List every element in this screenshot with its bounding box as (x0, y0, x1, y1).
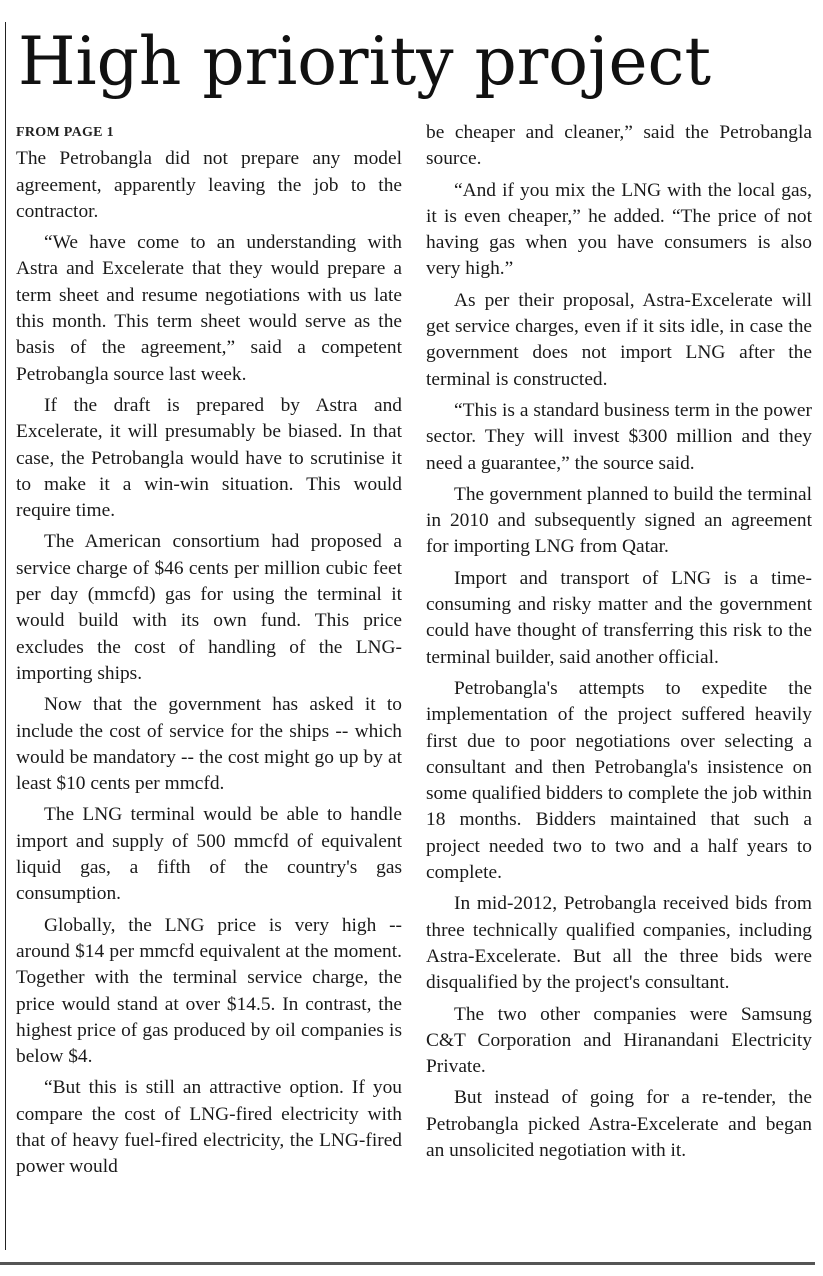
paragraph: But instead of going for a re-tender, the Petrobangla picked Astra-Excelerate and began an unsolicited negotiation with it. (426, 1087, 812, 1161)
right-column (426, 120, 812, 1169)
paragraph: Petrobangla's attempts to expedite the implementation of the project suffered heavily first due to poor negotiations over selecting a consultant and then Petrobangla's insistence on some qualified bidders to complete the job within 18 months. Bidders maintained that such a project needed two to two and a half years to complete. (426, 677, 812, 884)
paragraph: Import and transport of LNG is a time-consuming and risky matter and the government could have thought of transferring this risk to the terminal builder, said another official. (426, 567, 812, 668)
paragraph: The LNG terminal would be able to handle import and supply of 500 mmcfd of equivalent liquid gas, a fifth of the country's gas consumption. (16, 804, 402, 905)
paragraph: “This is a standard business term in the power sector. They will invest $300 million and they need a guarantee,” the source said. (426, 399, 812, 474)
paragraph: “But this is still an attractive option. If you compare the cost of LNG-fired electricity with that of heavy fuel-fired electricity, the LNG-fired power would (16, 1077, 402, 1178)
paragraph: The American consortium had proposed a service charge of $46 cents per million cubic feet per day (mmcfd) gas for using the terminal it would build with its own fund. This price excludes the cost of handling of the LNG-importing ships. (16, 531, 402, 684)
continuation-kicker: FROM PAGE 1 (16, 125, 114, 140)
left-column-rule (5, 22, 6, 1250)
left-column (16, 120, 402, 1186)
paragraph: As per their proposal, Astra-Excelerate will get service charges, even if it sits idle, in case the government does not import LNG after the terminal is constructed. (426, 289, 812, 390)
paragraph: If the draft is prepared by Astra and Excelerate, it will presumably be biased. In that case, the Petrobangla would have to scrutinise it to make it a win-win situation. This would require time. (16, 394, 402, 522)
paragraph: The government planned to build the terminal in 2010 and subsequently signed an agreement for importing LNG from Qatar. (426, 483, 812, 558)
paragraph: Now that the government has asked it to include the cost of service for the ships -- which would be mandatory -- the cost might go up by at least $10 cents per mmcfd. (16, 694, 402, 795)
paragraph: In mid-2012, Petrobangla received bids from three technically qualified companies, including Astra-Excelerate. But all the three bids were disqualified by the project's consultant. (426, 893, 812, 994)
paragraph: “We have come to an understanding with Astra and Excelerate that they would prepare a term sheet and resume negotiations with us late this month. This term sheet would serve as the basis of the agreement,” said a competent Petrobangla source last week. (16, 232, 402, 385)
paragraph: “And if you mix the LNG with the local gas, it is even cheaper,” he added. “The price of not having gas when you have consumers is also very high.” (426, 179, 812, 280)
paragraph: be cheaper and cleaner,” said the Petrobangla source. (426, 122, 812, 170)
paragraph: Globally, the LNG price is very high -- around $14 per mmcfd equivalent at the moment. Together with the terminal service charge, the price would stand at over $14.5. In contrast, the highest price of gas produced by oil companies is below $4. (16, 914, 402, 1068)
headline: High priority project (18, 23, 712, 100)
paragraph: The Petrobangla did not prepare any model agreement, apparently leaving the job to the contractor. (16, 148, 402, 222)
bottom-rule (0, 1262, 815, 1265)
paragraph: The two other companies were Samsung C&T Corporation and Hiranandani Electricity Private. (426, 1003, 812, 1078)
